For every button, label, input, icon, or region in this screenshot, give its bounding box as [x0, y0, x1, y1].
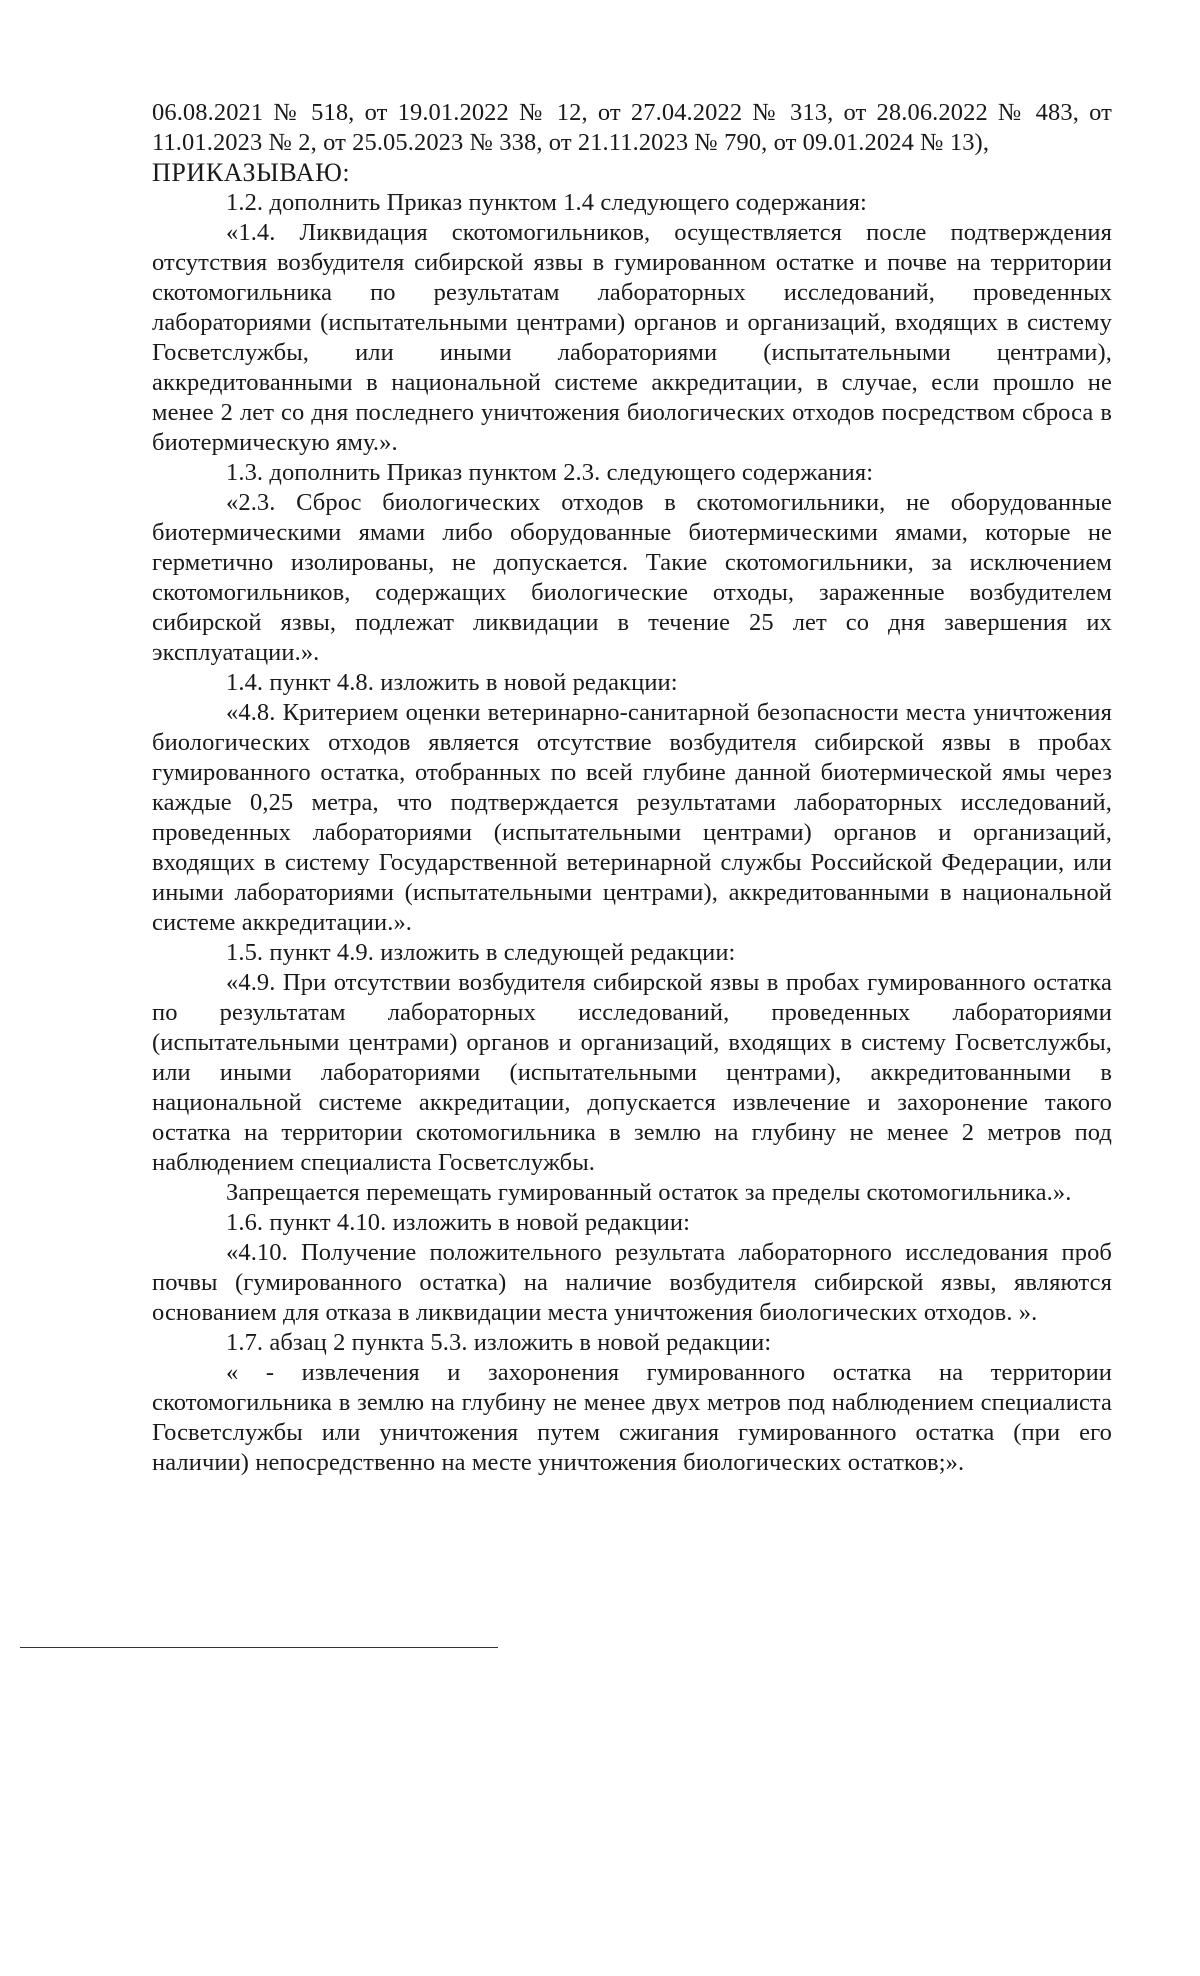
paragraph-1-7: 1.7. абзац 2 пункта 5.3. изложить в новой редакции: — [226, 1329, 772, 1356]
paragraph-1-5: 1.5. пункт 4.9. изложить в следующей редакции: — [226, 939, 736, 966]
paragraph-1-2: 1.2. дополнить Приказ пунктом 1.4 следующего содержания: — [226, 189, 867, 216]
paragraph-1-6: 1.6. пункт 4.10. изложить в новой редакции: — [226, 1209, 691, 1236]
intro-paragraph: 06.08.2021 № 518, от 19.01.2022 № 12, от 27.04.2022 № 313, от 28.06.2022 № 483, от 11.01.2023 № 2, от 25.05.2023 № 338, от 21.11.2023 № 790, от 09.01.2024 № 13), — [152, 99, 1112, 156]
paragraph-1-4-text: «1.4. Ликвидация скотомогильников, осуществляется после подтверждения отсутствия возбудителя сибирской язвы в гумированном остатке и почве на территории скотомогильника по результатам лабораторных исследований, проведенных лабораториями (испытательными центрами) органов и организаций, входящих в систему Госветслужбы, или иными лабораториями (испытательными центрами), аккредитованными в национальной системе аккредитации, в случае, если прошло не менее 2 лет со дня последнего уничтожения биологических отходов посредством сброса в биотермическую яму.». — [152, 219, 1112, 456]
paragraph-4-10-text: «4.10. Получение положительного результата лабораторного исследования проб почвы (гумированного остатка) на наличие возбудителя сибирской язвы, являются основанием для отказа в ликвидации места уничтожения биологических отходов. ». — [152, 1239, 1112, 1326]
paragraph-1-4: 1.4. пункт 4.8. изложить в новой редакции: — [226, 669, 678, 696]
paragraph-prohibition: Запрещается перемещать гумированный остаток за пределы скотомогильника.». — [226, 1179, 1072, 1206]
paragraph-5-3-text: « - извлечения и захоронения гумированного остатка на территории скотомогильника в землю на глубину не менее двух метров под наблюдением специалиста Госветслужбы или уничтожения путем сжигания гумированного остатка (при его наличии) непосредственно на месте уничтожения биологических остатков;». — [152, 1359, 1112, 1476]
document-body — [152, 98, 1112, 1478]
paragraph-4-8-text: «4.8. Критерием оценки ветеринарно-санитарной безопасности места уничтожения биологических отходов является отсутствие возбудителя сибирской язвы в пробах гумированного остатка, отобранных по всей глубине данной биотермической ямы через каждые 0,25 метра, что подтверждается результатами лабораторных исследований, проведенных лабораториями (испытательными центрами) органов и организаций, входящих в систему Государственной ветеринарной службы Российской Федерации, или иными лабораториями (испытательными центрами), аккредитованными в национальной системе аккредитации.». — [152, 699, 1112, 936]
paragraph-2-3-text: «2.3. Сброс биологических отходов в скотомогильники, не оборудованные биотермическими ямами либо оборудованные биотермическими ямами, которые не герметично изолированы, не допускается. Такие скотомогильники, за исключением скотомогильников, содержащих биологические отходы, зараженные возбудителем сибирской язвы, подлежат ликвидации в течение 25 лет со дня завершения их эксплуатации.». — [152, 489, 1112, 666]
footnote-separator — [20, 1647, 498, 1648]
paragraph-4-9-text: «4.9. При отсутствии возбудителя сибирской язвы в пробах гумированного остатка по результатам лабораторных исследований, проведенных лабораториями (испытательными центрами) органов и организаций, входящих в систему Госветслужбы, или иными лабораториями (испытательными центрами), аккредитованными в национальной системе аккредитации, допускается извлечение и захоронение такого остатка на территории скотомогильника в землю на глубину не менее 2 метров под наблюдением специалиста Госветслужбы. — [152, 969, 1112, 1176]
order-word: ПРИКАЗЫВАЮ: — [152, 158, 351, 187]
paragraph-1-3: 1.3. дополнить Приказ пунктом 2.3. следующего содержания: — [226, 459, 874, 486]
